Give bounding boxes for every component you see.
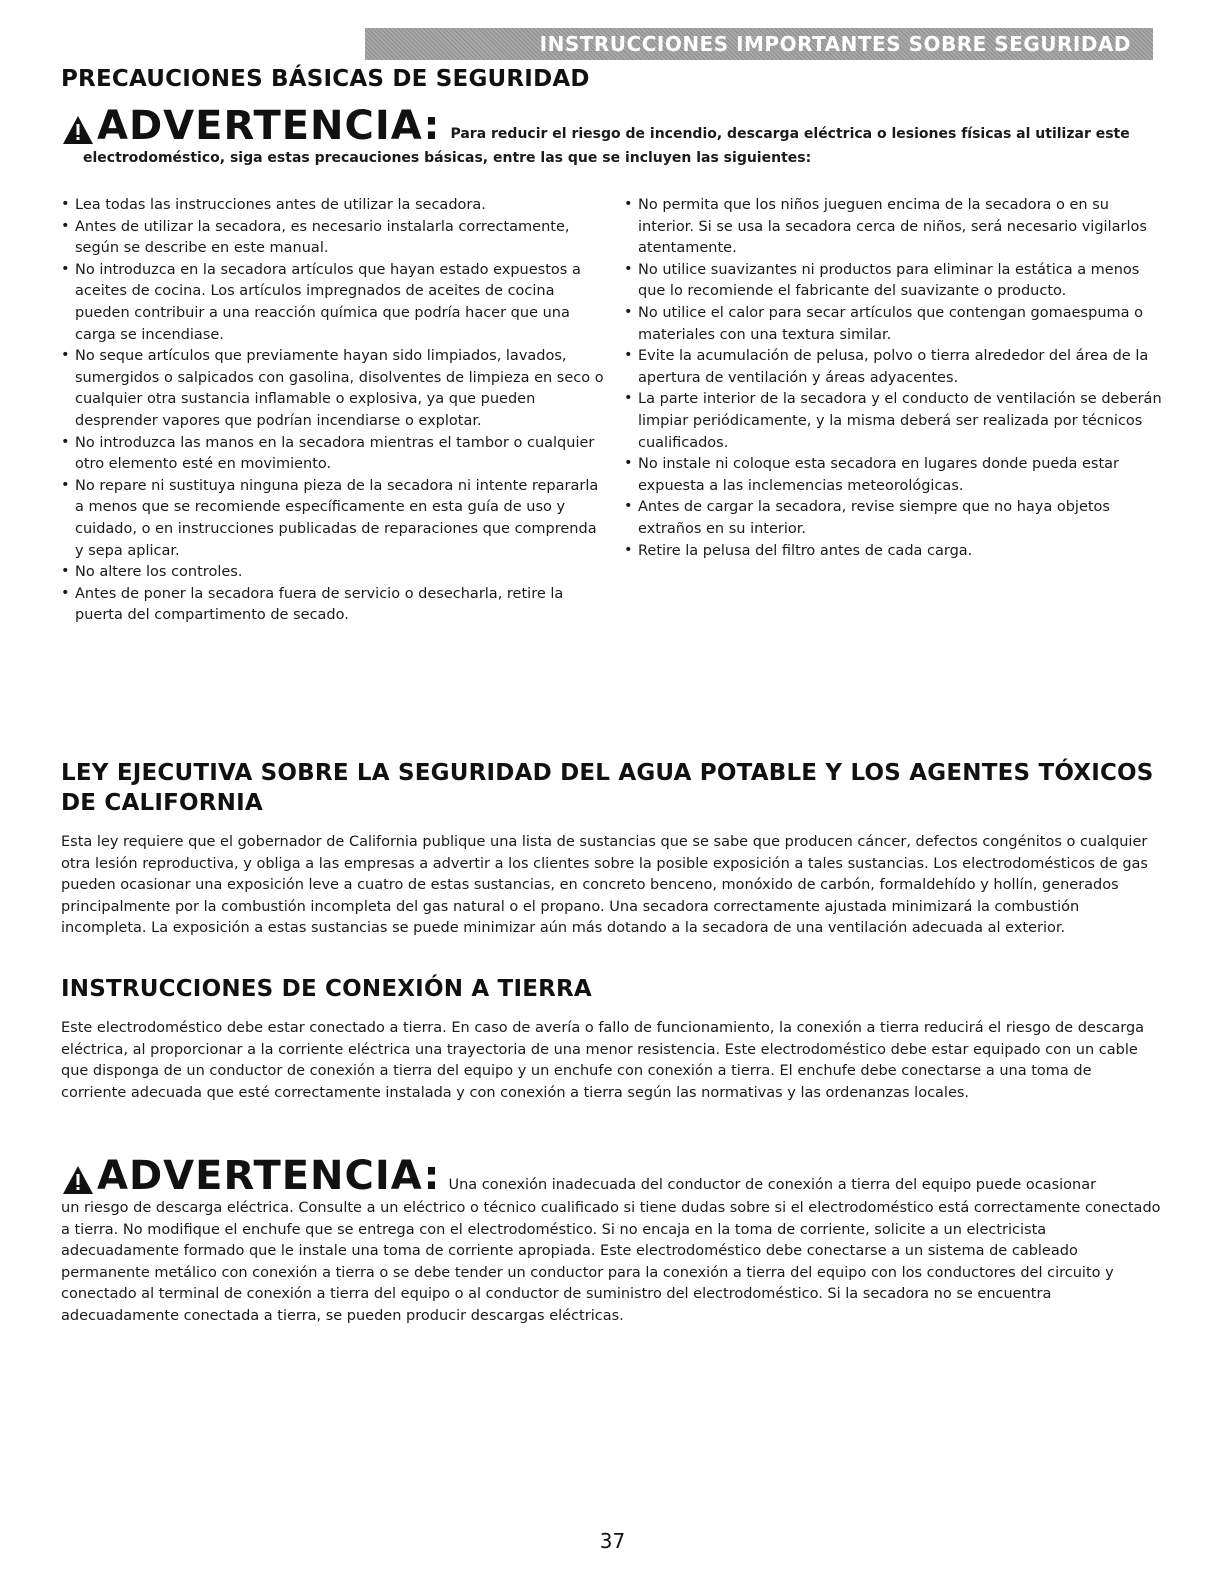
grounding-paragraph: Este electrodoméstico debe estar conectado a tierra. En caso de avería o fallo de funcionamiento, la conexión a tierra reducirá el riesgo de descarga eléctrica, al proporcionar a la corriente eléctrica una trayectoria de una menor resistencia. Este electrodoméstico debe estar equipado con un cable que disponga de un conductor de conexión a tierra del equipo y un enchufe con conexión a tierra. El enchufe debe conectarse a una toma de corriente adecuada que esté correctamente instalada y con conexión a tierra según las normativas y las ordenanzas locales. (61, 1020, 1145, 1101)
warning-block-2 (61, 1153, 1171, 1328)
list-item: • No utilice el calor para secar artículos que contengan gomaespuma o materiales con una textura similar. (624, 303, 1164, 346)
list-item: • Antes de utilizar la secadora, es necesario instalarla correctamente, según se describe en este manual. (61, 217, 606, 260)
warning-title: ADVERTENCIA: (97, 1153, 441, 1199)
warning-title: ADVERTENCIA: (97, 103, 441, 149)
list-item: • La parte interior de la secadora y el conducto de ventilación se deberán limpiar periódicamente, y la misma deberá ser realizada por técnicos cualificados. (624, 389, 1164, 454)
precautions-left-column (61, 195, 606, 627)
list-item: • No permita que los niños jueguen encima de la secadora o en su interior. Si se usa la secadora cerca de niños, será necesario vigilarlos atentamente. (624, 195, 1164, 260)
section-title-california-line2: DE CALIFORNIA (61, 790, 263, 816)
section-banner (365, 28, 1153, 60)
california-paragraph: Esta ley requiere que el gobernador de California publique una lista de sustancias que se sabe que producen cáncer, defectos congénitos o cualquier otra lesión reproductiva, y obliga a las empresas a advertir a los clientes sobre la posible exposición a tales sustancias. Los electrodomésticos de gas pueden ocasionar una exposición leve a cuatro de estas sustancias, en concreto benceno, monóxido de carbón, formaldehído y hollín, generados principalmente por la combustión incompleta del gas natural o el propano. Una secadora correctamente ajustada minimizará la combustión incompleta. La exposición a estas sustancias se puede minimizar aún más dotando a la secadora de una ventilación adecuada al exterior. (61, 834, 1148, 937)
warning-text-line2: electrodoméstico, siga estas precauciones básicas, entre las que se incluyen las siguientes: (83, 150, 812, 166)
list-item: • No instale ni coloque esta secadora en lugares donde pueda estar expuesta a las inclemencias meteorológicas. (624, 454, 1164, 497)
list-item: • No introduzca en la secadora artículos que hayan estado expuestos a aceites de cocina. Los artículos impregnados de aceites de cocina pueden contribuir a una reacción química que podría hacer que una carga se incendiase. (61, 260, 606, 346)
list-item: • No utilice suavizantes ni productos para eliminar la estática a menos que lo recomiende el fabricante del suavizante o producto. (624, 260, 1164, 303)
warning2-text-first: Una conexión inadecuada del conductor de conexión a tierra del equipo puede ocasionar (448, 1177, 1097, 1193)
section-title-grounding: INSTRUCCIONES DE CONEXIÓN A TIERRA (61, 976, 592, 1002)
list-item: • No seque artículos que previamente hayan sido limpiados, lavados, sumergidos o salpicados con gasolina, disolventes de limpieza en seco o cualquier otra sustancia inflamable o explosiva, ya que pueden desprender vapores que podrían incendiarse o explotar. (61, 346, 606, 432)
list-item: • Lea todas las instrucciones antes de utilizar la secadora. (61, 195, 606, 217)
warning-triangle-icon (61, 1164, 95, 1196)
warning-triangle-icon (61, 114, 95, 146)
list-item: • No altere los controles. (61, 562, 606, 584)
warning2-text-rest: un riesgo de descarga eléctrica. Consulte a un eléctrico o técnico cualificado si tiene dudas sobre si el electrodoméstico está correctamente conectado a tierra. No modifique el enchufe que se entrega con el electrodoméstico. Si no encaja en la toma de corriente, solicite a un electricista adecuadamente formado que le instale una toma de corriente apropiada. Este electrodoméstico debe conectarse a un sistema de cableado permanente metálico con conexión a tierra o se debe tender un conductor para la conexión a tierra del equipo con los conductores del circuito y conectado al terminal de conexión a tierra del equipo o al conductor de suministro del electrodoméstico. Si la secadora no se encuentra adecuadamente conectada a tierra, se pueden producir descargas eléctricas. (61, 1200, 1161, 1324)
list-item: • Antes de poner la secadora fuera de servicio o desecharla, retire la puerta del compartimento de secado. (61, 584, 606, 627)
list-item: • Retire la pelusa del filtro antes de cada carga. (624, 541, 1164, 563)
list-item: • Evite la acumulación de pelusa, polvo o tierra alrededor del área de la apertura de ventilación y áreas adyacentes. (624, 346, 1164, 389)
section-title-california-line1: LEY EJECUTIVA SOBRE LA SEGURIDAD DEL AGUA POTABLE Y LOS AGENTES TÓXICOS (61, 760, 1154, 786)
warning-text-line1: Para reducir el riesgo de incendio, descarga eléctrica o lesiones físicas al utilizar este (450, 126, 1130, 142)
page-number: 37 (599, 1529, 626, 1553)
list-item: • No introduzca las manos en la secadora mientras el tambor o cualquier otro elemento esté en movimiento. (61, 433, 606, 476)
warning-block-1 (61, 103, 1171, 166)
list-item: • No repare ni sustituya ninguna pieza de la secadora ni intente repararla a menos que se recomiende específicamente en esta guía de uso y cuidado, o en instrucciones publicadas de reparaciones que comprenda y sepa aplicar. (61, 476, 606, 562)
precautions-columns (61, 195, 1171, 627)
left-bullet-list (61, 195, 606, 627)
list-item: • Antes de cargar la secadora, revise siempre que no haya objetos extraños en su interior. (624, 497, 1164, 540)
precautions-right-column (624, 195, 1164, 627)
section-title-california (61, 758, 1154, 818)
right-bullet-list (624, 195, 1164, 562)
banner-text: INSTRUCCIONES IMPORTANTES SOBRE SEGURIDAD (539, 32, 1131, 56)
section-title-precautions: PRECAUCIONES BÁSICAS DE SEGURIDAD (61, 66, 590, 92)
